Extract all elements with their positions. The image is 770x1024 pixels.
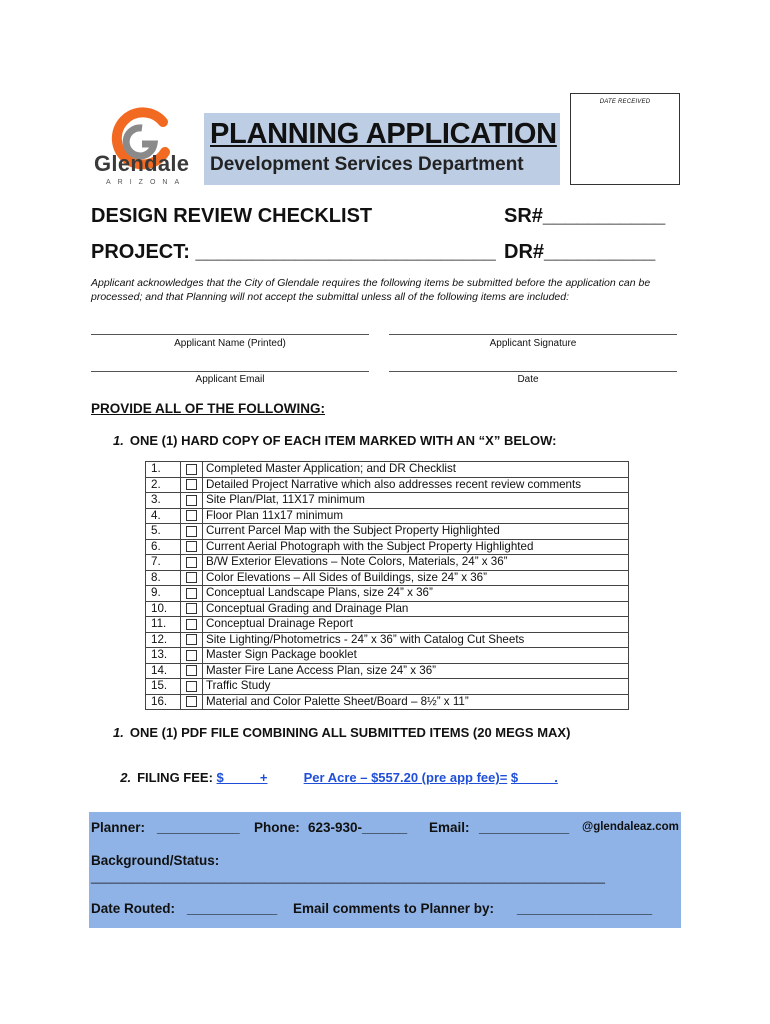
checklist-cell bbox=[181, 663, 203, 679]
checklist-item-text: Completed Master Application; and DR Checklist bbox=[203, 462, 629, 478]
page-title: PLANNING APPLICATION bbox=[210, 118, 557, 150]
date-received-box bbox=[570, 93, 680, 185]
checklist-item-number: 10. bbox=[146, 601, 181, 617]
logo-wordmark: Glendale bbox=[94, 151, 190, 176]
date-routed-label: Date Routed: bbox=[91, 901, 175, 916]
checklist-checkbox[interactable] bbox=[186, 603, 197, 614]
checklist-item-text: Detailed Project Narrative which also addresses recent review comments bbox=[203, 477, 629, 493]
checklist-row bbox=[146, 617, 629, 633]
checklist-cell bbox=[181, 508, 203, 524]
planner-label: Planner: bbox=[91, 820, 146, 835]
checklist-checkbox[interactable] bbox=[186, 588, 197, 599]
checklist-cell bbox=[181, 586, 203, 602]
email-label: Email: bbox=[429, 820, 470, 835]
email-domain: @glendaleaz.com bbox=[582, 821, 679, 833]
checklist-checkbox[interactable] bbox=[186, 665, 197, 676]
checklist-checkbox[interactable] bbox=[186, 572, 197, 583]
checklist-item-text: Floor Plan 11x17 minimum bbox=[203, 508, 629, 524]
checklist-checkbox[interactable] bbox=[186, 526, 197, 537]
phone-field[interactable]: 623-930-______ bbox=[308, 820, 408, 835]
checklist-checkbox[interactable] bbox=[186, 681, 197, 692]
checklist-cell bbox=[181, 462, 203, 478]
email-comments-field[interactable]: __________________ bbox=[517, 901, 653, 916]
checklist-item-text: Site Lighting/Photometrics - 24” x 36” with Catalog Cut Sheets bbox=[203, 632, 629, 648]
checklist-title: DESIGN REVIEW CHECKLIST bbox=[91, 205, 373, 227]
filing-fee-label: FILING FEE: bbox=[137, 770, 213, 785]
checklist-item-number: 12. bbox=[146, 632, 181, 648]
checklist-cell bbox=[181, 694, 203, 710]
acknowledgement-text: Applicant acknowledges that the City of Glendale requires the following items be submitted before the application can be processed; and that Planning will not accept the submittal unless all of the following items are included: bbox=[91, 277, 651, 303]
checklist-item-text: Conceptual Drainage Report bbox=[203, 617, 629, 633]
checklist-cell bbox=[181, 493, 203, 509]
checklist-row bbox=[146, 539, 629, 555]
checklist-row bbox=[146, 477, 629, 493]
department-subtitle: Development Services Department bbox=[210, 154, 524, 175]
applicant-name-line[interactable] bbox=[91, 334, 369, 335]
checklist-item-text: Site Plan/Plat, 11X17 minimum bbox=[203, 493, 629, 509]
checklist-checkbox[interactable] bbox=[186, 634, 197, 645]
project-field[interactable]: PROJECT: ___________________________ bbox=[91, 241, 496, 263]
checklist-cell bbox=[181, 539, 203, 555]
checklist-row bbox=[146, 555, 629, 571]
checklist-checkbox[interactable] bbox=[186, 541, 197, 552]
checklist-item-number: 15. bbox=[146, 679, 181, 695]
checklist-item-text: Traffic Study bbox=[203, 679, 629, 695]
planner-field[interactable]: ___________ bbox=[157, 820, 240, 835]
checklist-cell bbox=[181, 477, 203, 493]
checklist-item-text: Conceptual Landscape Plans, size 24” x 36” bbox=[203, 586, 629, 602]
checklist-cell bbox=[181, 617, 203, 633]
checklist-checkbox[interactable] bbox=[186, 650, 197, 661]
email-comments-label: Email comments to Planner by: bbox=[293, 901, 495, 916]
checklist-item-number: 11. bbox=[146, 617, 181, 633]
hard-copy-heading bbox=[113, 433, 556, 448]
checklist-item-text: Master Sign Package booklet bbox=[203, 648, 629, 664]
checklist-checkbox[interactable] bbox=[186, 557, 197, 568]
email-field[interactable]: ____________ bbox=[479, 820, 570, 835]
checklist-row bbox=[146, 493, 629, 509]
checklist-checkbox[interactable] bbox=[186, 464, 197, 475]
date-received-label: DATE RECEIVED bbox=[599, 99, 651, 105]
checklist-cell bbox=[181, 679, 203, 695]
checklist-item-number: 8. bbox=[146, 570, 181, 586]
background-status-field[interactable]: _____________________________________________________________________________ bbox=[91, 870, 605, 884]
checklist-checkbox[interactable] bbox=[186, 510, 197, 521]
checklist-row bbox=[146, 508, 629, 524]
checklist-item-number: 14. bbox=[146, 663, 181, 679]
logo-subtitle: ARIZONA bbox=[106, 179, 187, 186]
applicant-email-line[interactable] bbox=[91, 371, 369, 372]
checklist-row bbox=[146, 679, 629, 695]
checklist-checkbox[interactable] bbox=[186, 495, 197, 506]
title-banner bbox=[204, 113, 560, 185]
checklist-cell bbox=[181, 601, 203, 617]
checklist-item-number: 6. bbox=[146, 539, 181, 555]
pdf-file-text: ONE (1) PDF FILE COMBINING ALL SUBMITTED ITEMS (20 MEGS MAX) bbox=[129, 725, 571, 740]
checklist-item-number: 16. bbox=[146, 694, 181, 710]
checklist-item-number: 5. bbox=[146, 524, 181, 540]
per-acre-fee-text: Per Acre – $557.20 (pre app fee)= bbox=[303, 770, 508, 785]
checklist-item-number: 7. bbox=[146, 555, 181, 571]
checklist-item-text: Color Elevations – All Sides of Buildings, size 24” x 36” bbox=[203, 570, 629, 586]
checklist-row bbox=[146, 462, 629, 478]
checklist-row bbox=[146, 632, 629, 648]
fee-total-field[interactable]: $ . bbox=[510, 770, 558, 785]
checklist-row bbox=[146, 586, 629, 602]
date-line[interactable] bbox=[389, 371, 677, 372]
fee-amount-field[interactable]: $ + bbox=[216, 770, 268, 785]
checklist-item-text: Master Fire Lane Access Plan, size 24” x 36” bbox=[203, 663, 629, 679]
checklist-cell bbox=[181, 524, 203, 540]
checklist-checkbox[interactable] bbox=[186, 696, 197, 707]
checklist-cell bbox=[181, 555, 203, 571]
checklist-item-number: 9. bbox=[146, 586, 181, 602]
checklist-item-text: Current Parcel Map with the Subject Property Highlighted bbox=[203, 524, 629, 540]
checklist-item-text: B/W Exterior Elevations – Note Colors, Materials, 24” x 36” bbox=[203, 555, 629, 571]
sr-number-field[interactable]: SR#___________ bbox=[504, 205, 666, 227]
item-number: 2. bbox=[120, 770, 132, 785]
filing-fee-line bbox=[113, 755, 558, 785]
checklist-row bbox=[146, 648, 629, 664]
background-status-label: Background/Status: bbox=[91, 853, 220, 868]
date-routed-field[interactable]: ____________ bbox=[187, 901, 278, 916]
checklist-checkbox[interactable] bbox=[186, 619, 197, 630]
phone-label: Phone: bbox=[254, 820, 300, 835]
applicant-email-label: Applicant Email bbox=[195, 374, 265, 385]
checklist-cell bbox=[181, 632, 203, 648]
checklist-item-number: 3. bbox=[146, 493, 181, 509]
checklist-item-number: 13. bbox=[146, 648, 181, 664]
checklist-row bbox=[146, 570, 629, 586]
dr-number-field[interactable]: DR#__________ bbox=[504, 241, 656, 263]
pdf-file-heading bbox=[113, 725, 570, 740]
checklist-checkbox[interactable] bbox=[186, 479, 197, 490]
item-number: 1. bbox=[113, 433, 124, 448]
applicant-signature-label: Applicant Signature bbox=[489, 338, 577, 349]
checklist-item-text: Conceptual Grading and Drainage Plan bbox=[203, 601, 629, 617]
checklist-item-text: Current Aerial Photograph with the Subject Property Highlighted bbox=[203, 539, 629, 555]
provide-heading: PROVIDE ALL OF THE FOLLOWING: bbox=[91, 401, 325, 416]
checklist-item-number: 1. bbox=[146, 462, 181, 478]
checklist-row bbox=[146, 694, 629, 710]
date-label: Date bbox=[517, 374, 539, 385]
item-number: 1. bbox=[113, 725, 124, 740]
checklist-row bbox=[146, 663, 629, 679]
planner-info-box bbox=[89, 812, 681, 928]
checklist-table bbox=[145, 461, 629, 710]
applicant-name-label: Applicant Name (Printed) bbox=[174, 338, 286, 349]
hard-copy-text: ONE (1) HARD COPY OF EACH ITEM MARKED WITH AN “X” BELOW: bbox=[129, 433, 557, 448]
applicant-signature-line[interactable] bbox=[389, 334, 677, 335]
checklist-row bbox=[146, 601, 629, 617]
checklist-cell bbox=[181, 648, 203, 664]
checklist-row bbox=[146, 524, 629, 540]
checklist-item-text: Material and Color Palette Sheet/Board – 8½” x 11” bbox=[203, 694, 629, 710]
checklist-item-number: 4. bbox=[146, 508, 181, 524]
checklist-item-number: 2. bbox=[146, 477, 181, 493]
checklist-cell bbox=[181, 570, 203, 586]
